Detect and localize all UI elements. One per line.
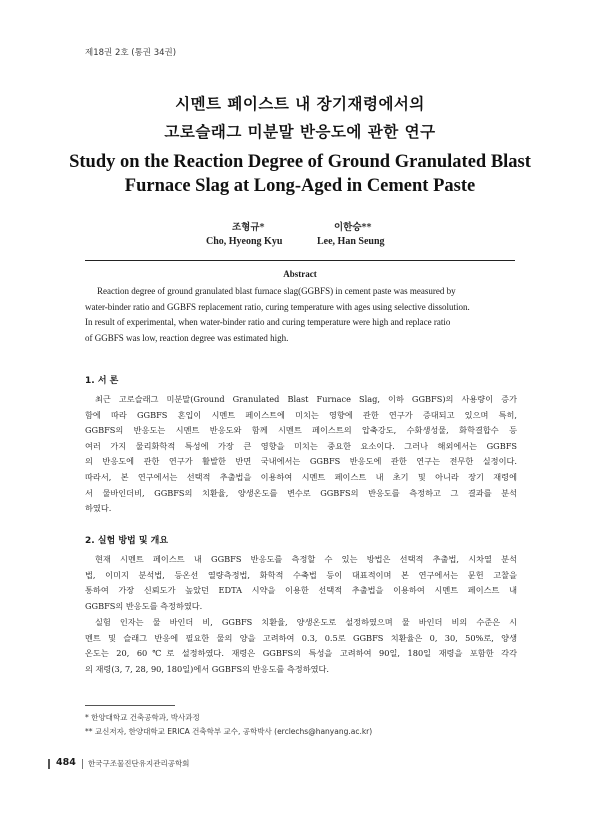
author-1-korean: 조형규*	[232, 222, 265, 233]
abstract-line: Reaction degree of ground granulated blast furnace slag(GGBFS) in cement paste was measured by	[97, 286, 456, 296]
body-line: 최근 고로슬래그 미분말(Ground Granulated Blast Furnace Slag, 이하 GGBFS)의 사용량이 증가	[95, 394, 517, 404]
footer-separator	[82, 759, 83, 769]
section-2-heading: 2. 실험 방법 및 개요	[85, 536, 169, 546]
page-number: 484	[56, 757, 76, 768]
korean-title-line-2: 고로슬래그 미분말 반응도에 관한 연구	[164, 123, 436, 141]
section-1-heading: 1. 서 론	[85, 376, 119, 386]
english-title-line-2: Furnace Slag at Long-Aged in Cement Paste	[124, 176, 476, 196]
abstract-line: water-binder ratio and GGBFS replacement ratio, curing temperature with ages using selective dissolution.	[85, 301, 470, 312]
abstract-line: of GGBFS was low, reaction degree was estimated high.	[85, 332, 289, 343]
abstract-line: In result of experimental, when water-binder ratio and curing temperature were high and replace ratio	[85, 317, 451, 327]
abstract-heading: Abstract	[283, 269, 317, 279]
footnote-2: ** 교신저자, 한양대학교 ERICA 건축학부 교수, 공학박사 (erclechs@hanyang.ac.kr)	[85, 727, 373, 736]
body-line: 온도는 20, 60℃로 설정하였다. 재령은 GGBFS의 특성을 고려하여 90일, 180일 재령을 포함한 각각	[85, 648, 517, 659]
footnote-1: * 한양대학교 건축공학과, 박사과정	[85, 713, 200, 722]
body-line: 통하여 가장 신뢰도가 높았던 EDTA 시약을 이용한 선택적 추출법을 이용하여 시멘트 페이스트 내	[85, 585, 517, 596]
body-line: 법, 이미지 분석법, 등온선 열량측정법, 화학적 수축법 등이 대표적이며 본 연구에서는 문헌 고찰을	[85, 569, 517, 580]
body-line: 멘트 및 슬래그 반응에 필요한 물의 양을 고려하여 0.3, 0.5로 GGBFS 치환율은 0, 30, 50%로, 양생	[85, 632, 517, 643]
english-title-line-1: Study on the Reaction Degree of Ground Granulated Blast	[69, 152, 531, 172]
body-line: 따라서, 본 연구에서는 선택적 추출법을 이용하여 시멘트 페이스트 내 초기 및 아니라 장기 재령에	[85, 471, 517, 482]
body-line: 여러 가지 물리화학적 특성에 가장 큰 영향을 미치는 중요한 요소이다. 그러나 해외에서는 GGBFS	[85, 440, 517, 451]
body-line: GGBFS의 반응도를 측정하였다.	[85, 600, 203, 611]
issue-label: 제18권 2호 (통권 34권)	[85, 48, 177, 58]
page-number-bar	[48, 759, 50, 769]
body-line: 함에 따라 GGBFS 혼입이 시멘트 페이스트에 미치는 영향에 관한 연구가 증대되고 있으며 특히,	[85, 409, 517, 420]
method-paragraph-1	[85, 552, 517, 614]
body-line: GGBFS의 반응도는 시멘트 반응도와 함께 시멘트 페이스트의 압축강도, 수화생성물, 화학결합수 등	[85, 425, 517, 436]
author-1-english: Cho, Hyeong Kyu	[206, 236, 283, 247]
abstract-body	[85, 284, 515, 346]
author-2-korean: 이한승**	[334, 222, 372, 233]
introduction-paragraph	[85, 392, 517, 517]
body-line: 하였다.	[85, 503, 112, 514]
body-line: 의 재령(3, 7, 28, 90, 180일)에서 GGBFS의 반응도를 측정하였다.	[85, 663, 330, 674]
body-line: 현재 시멘트 페이스트 내 GGBFS 반응도를 측정할 수 있는 방법은 선택적 추출법, 시차열 분석	[95, 554, 517, 564]
abstract-top-rule	[85, 260, 515, 261]
method-paragraph-2	[85, 615, 517, 677]
footnote-rule	[85, 705, 175, 706]
author-2-english: Lee, Han Seung	[317, 236, 385, 247]
journal-name: 한국구조물진단유지관리공학회	[88, 759, 190, 768]
body-line: 실험 인자는 물 바인더 비, GGBFS 치환율, 양생온도로 설정하였으며 물 바인더 비의 수준은 시	[95, 617, 517, 627]
body-line: 서 물바인더비, GGBFS의 치환율, 양생온도를 변수로 GGBFS의 반응도를 측정하고 그 결과를 분석	[85, 487, 517, 498]
body-line: 의 반응도에 관한 연구가 활발한 반면 국내에서는 GGBFS 반응도에 관한 연구는 전무한 실정이다.	[85, 456, 517, 467]
korean-title-line-1: 시멘트 페이스트 내 장기재령에서의	[175, 95, 425, 113]
